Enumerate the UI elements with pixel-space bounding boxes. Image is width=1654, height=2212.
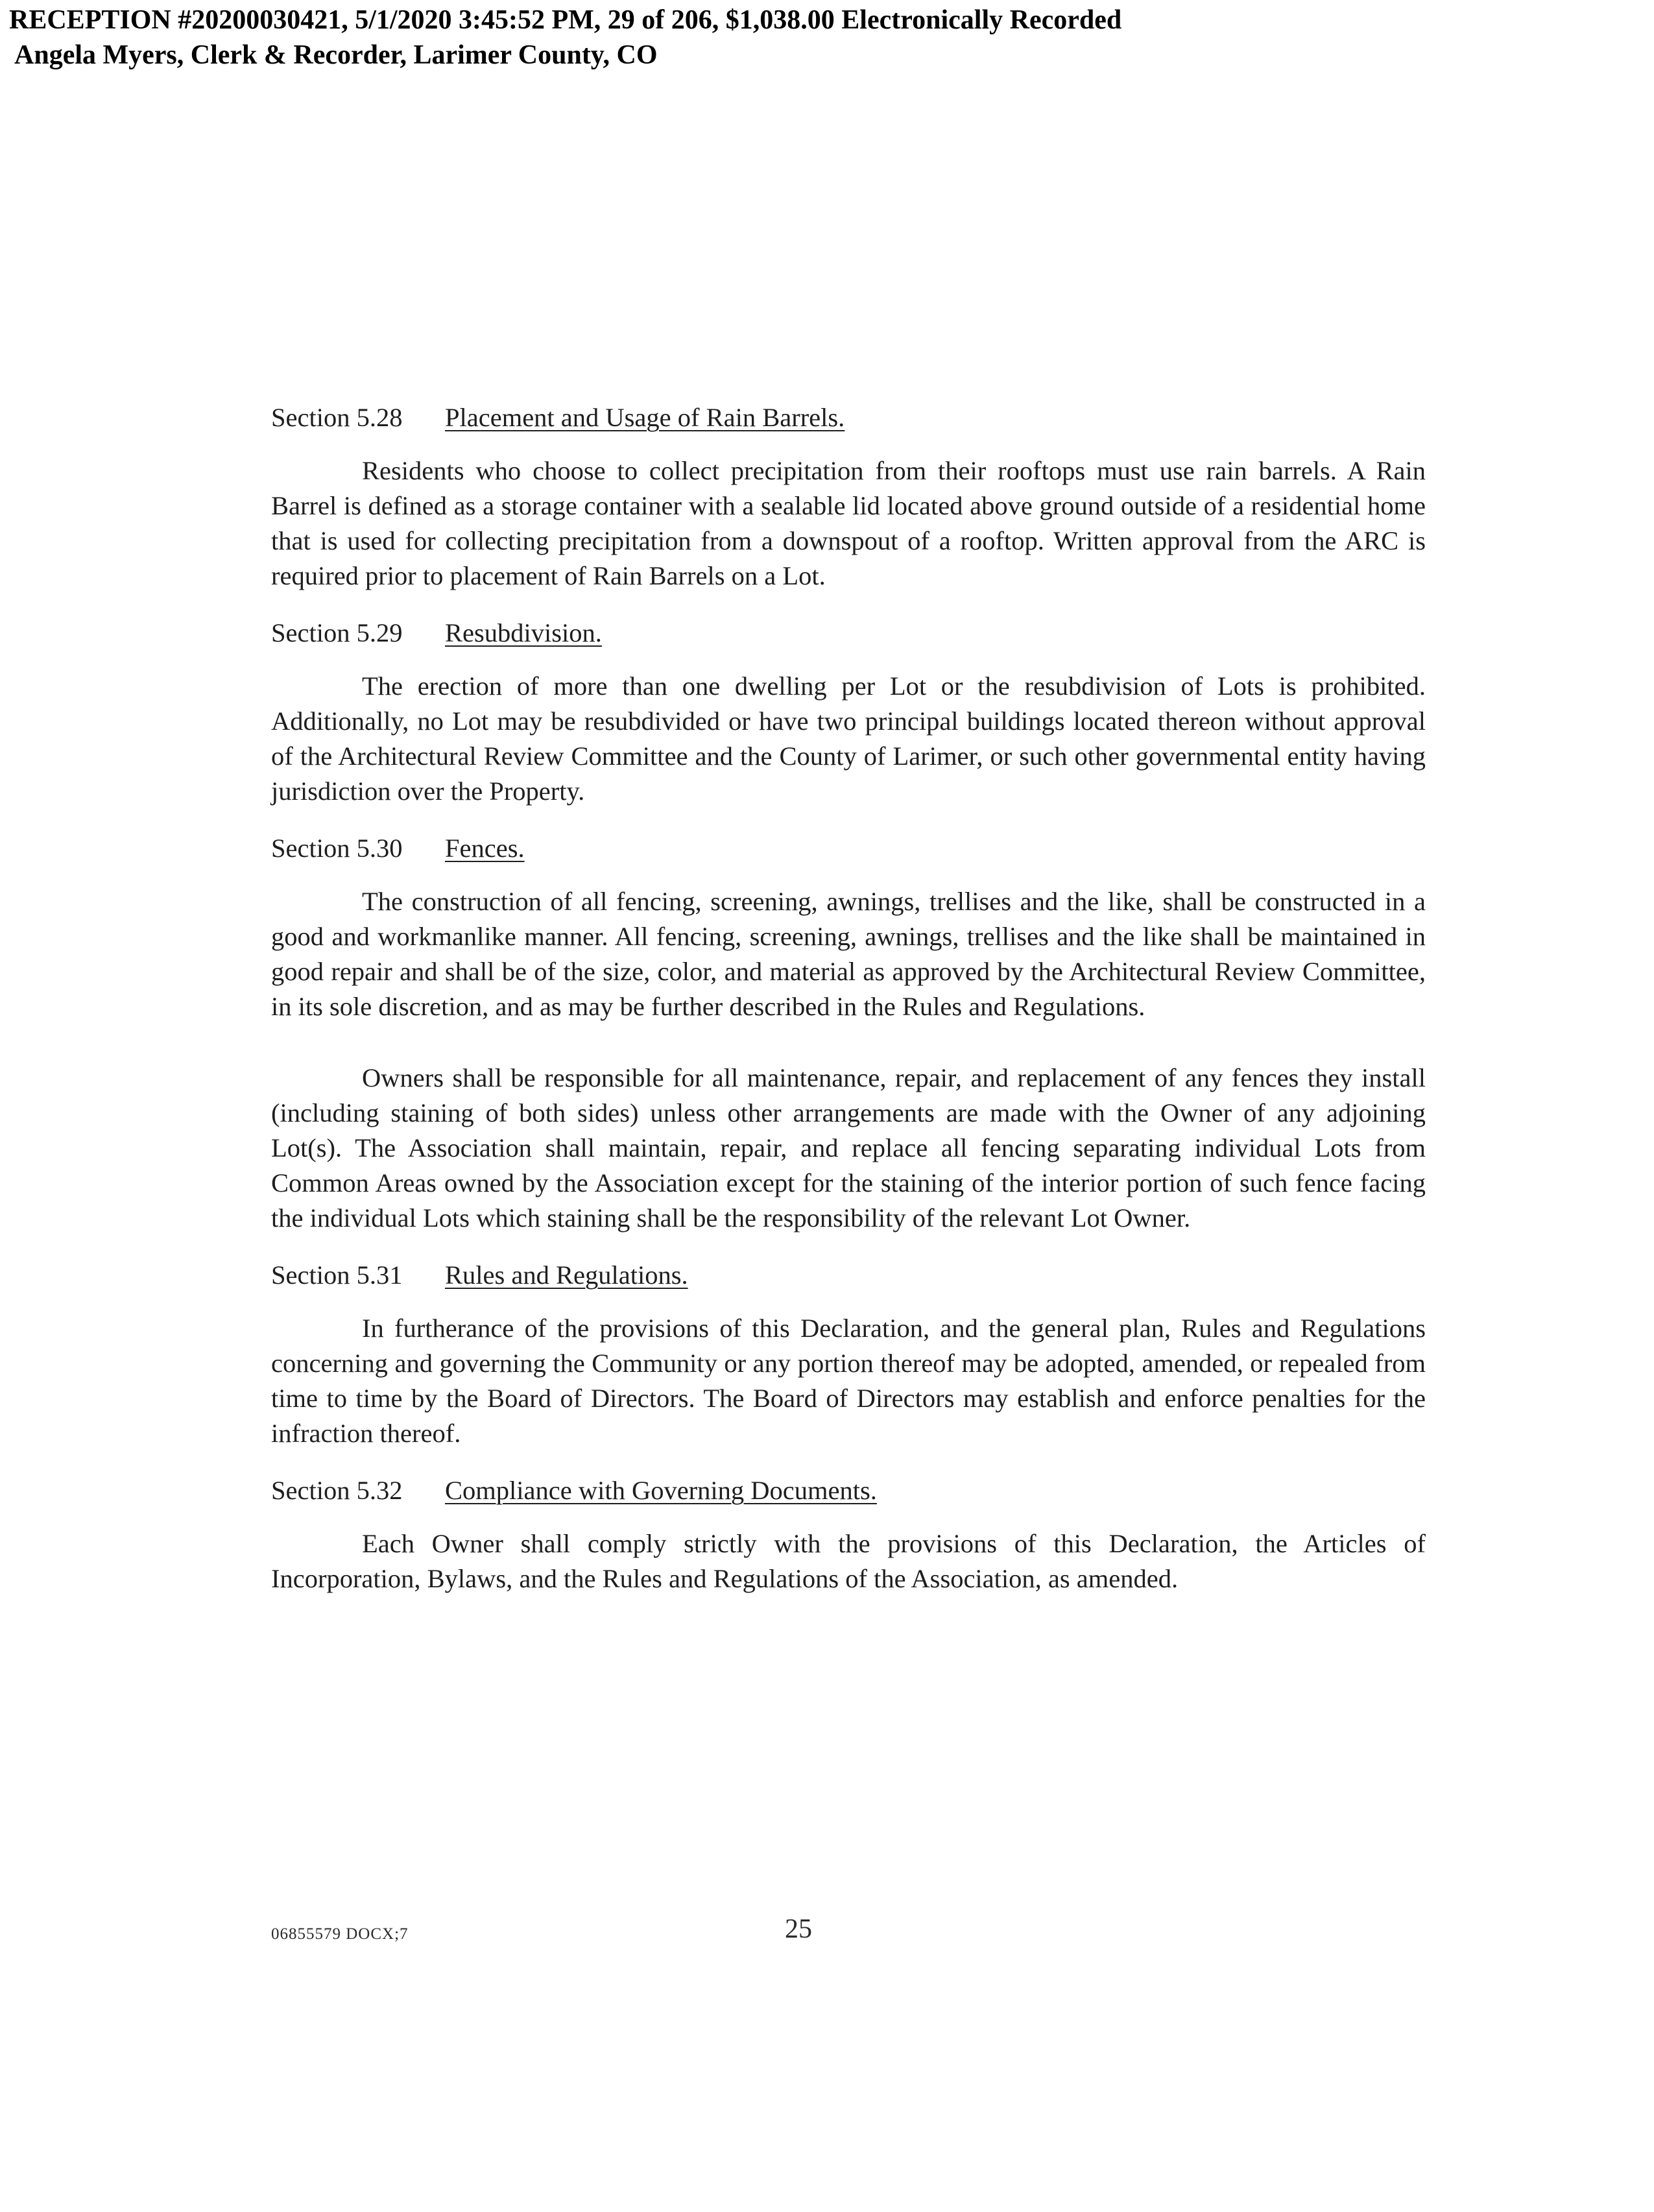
section-number: Section 5.32 — [271, 1476, 403, 1505]
recording-stamp-line-1: RECEPTION #20200030421, 5/1/2020 3:45:52 PM, 29 of 206, $1,038.00 Electronically Recorded — [9, 5, 1122, 35]
section-number: Section 5.30 — [271, 834, 403, 863]
section-paragraph: In furtherance of the provisions of this Declaration, and the general plan, Rules and Regulations concerning and governing the Community or any portion thereof may be adopted, amended, or repealed from time to time by the Board of Directors. The Board of Directors may establish and enforce penalties for the infraction thereof. — [271, 1314, 1426, 1448]
section-title: Fences. — [445, 834, 525, 863]
section-number: Section 5.29 — [271, 618, 403, 647]
document-body — [271, 400, 1426, 1596]
recording-stamp — [9, 3, 1121, 73]
section-paragraph: Residents who choose to collect precipitation from their rooftops must use rain barrels. A Rain Barrel is defined as a storage container with a sealable lid located above ground outside of a residential home that is used for collecting precipitation from a downspout of a rooftop. Written approval from the ARC is required prior to placement of Rain Barrels on a Lot. — [271, 456, 1426, 590]
section-paragraph: The construction of all fencing, screening, awnings, trellises and the like, shall be constructed in a good and workmanlike manner. All fencing, screening, awnings, trellises and the like shall be maintained in good repair and shall be of the size, color, and material as approved by the Architectural Review Committee, in its sole discretion, and as may be further described in the Rules and Regulations. — [271, 887, 1426, 1021]
section-heading-5-28 — [271, 400, 1426, 435]
section-paragraph: Each Owner shall comply strictly with the provisions of this Declaration, the Articles of Incorporation, Bylaws, and the Rules and Regulations of the Association, as amended. — [271, 1529, 1426, 1593]
section-title: Placement and Usage of Rain Barrels. — [445, 403, 845, 432]
section-heading-5-29 — [271, 616, 1426, 651]
section-heading-5-31 — [271, 1258, 1426, 1293]
section-paragraph: The erection of more than one dwelling per Lot or the resubdivision of Lots is prohibited. Additionally, no Lot may be resubdivided or have two principal buildings located thereon without approval of the Architectural Review Committee and the County of Larimer, or such other governmental entity having jurisdiction over the Property. — [271, 671, 1426, 806]
section-paragraph: Owners shall be responsible for all maintenance, repair, and replacement of any fences they install (including staining of both sides) unless other arrangements are made with the Owner of any adjoining Lot(s). The Association shall maintain, repair, and replace all fencing separating individual Lots from Common Areas owned by the Association except for the staining of the interior portion of such fence facing the individual Lots which staining shall be the responsibility of the relevant Lot Owner. — [271, 1063, 1426, 1232]
section-title: Resubdivision. — [445, 618, 602, 647]
section-heading-5-30 — [271, 831, 1426, 866]
section-title: Compliance with Governing Documents. — [445, 1476, 877, 1505]
page-number: 25 — [785, 1914, 812, 1944]
section-heading-5-32 — [271, 1473, 1426, 1508]
section-title: Rules and Regulations. — [445, 1260, 688, 1290]
document-id: 06855579 DOCX;7 — [271, 1925, 409, 1943]
section-number: Section 5.31 — [271, 1260, 403, 1290]
recording-stamp-line-2: Angela Myers, Clerk & Recorder, Larimer County, CO — [14, 40, 658, 70]
section-number: Section 5.28 — [271, 403, 403, 432]
